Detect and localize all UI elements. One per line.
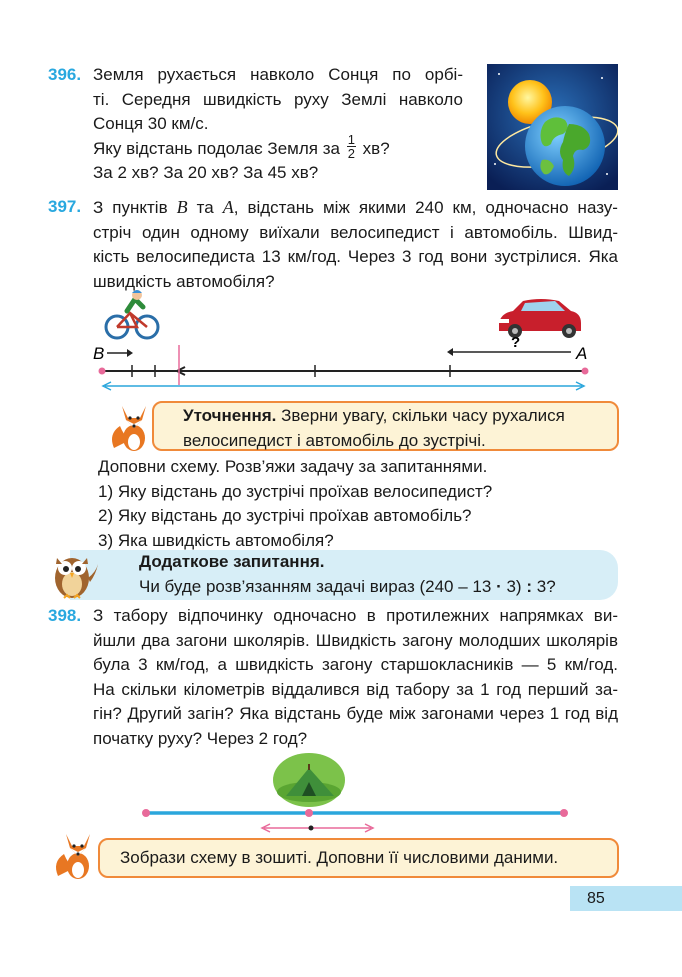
problem-397-number: 397.	[48, 197, 82, 216]
extra-question-title: Додаткове запитання.	[139, 552, 325, 571]
divide-sign: :	[526, 576, 532, 596]
problem-396-unit: хв?	[362, 138, 390, 158]
problem-397-line: швидкість автомобіля?	[93, 271, 275, 291]
problem-396-line: ті. Середня швидкість руху Землі навколо	[93, 89, 463, 109]
question-item: 1) Яку відстань до зустрічі проїхав велосипедист?	[98, 481, 493, 501]
text-fragment: 3)	[506, 576, 522, 596]
problem-396-line: Сонця 30 км/с.	[93, 114, 209, 133]
problem-398-line: йшли два загони школярів. Швидкість загону молодших школярів	[93, 630, 618, 650]
problem-396-question: Яку відстань подолає Земля за	[93, 138, 340, 158]
fox-mascot	[108, 398, 158, 454]
problem-398-number: 398.	[48, 606, 82, 625]
fox-icon	[108, 398, 158, 454]
clarification-title: Уточнення.	[183, 406, 277, 425]
question-item: 2) Яку відстань до зустрічі проїхав автомобіль?	[98, 506, 472, 525]
earth-sun-icon	[487, 64, 618, 190]
problem-398-line: початку руху? Через 2 год?	[93, 728, 308, 748]
fraction-denominator: 2	[347, 145, 355, 161]
problem-396-number: 396.	[48, 65, 82, 84]
fox-icon	[52, 826, 102, 882]
problem-396-line: За 2 хв? За 20 хв? За 45 хв?	[93, 163, 319, 182]
camp-tent-icon	[273, 753, 345, 807]
unknown-speed-mark: ?	[511, 334, 521, 351]
problem-397-line: стріч один одному виїхали велосипедист і автомобіль. Швид-	[93, 222, 618, 242]
text-fragment: 3?	[536, 576, 556, 596]
final-note-box	[98, 838, 619, 878]
fox-mascot	[52, 826, 102, 882]
point-a-label: A	[222, 197, 234, 217]
questions-intro: Доповни схему. Розв’яжи задачу за запитаннями.	[98, 457, 488, 476]
scheme-label-b: B	[93, 344, 105, 363]
problem-398-line: На скільки кілометрів віддалився від табору за 1 год перший за-	[93, 679, 618, 699]
fraction-numerator: 1	[347, 131, 355, 147]
problem-398-line: була 3 км/год, а швидкість загону старшокласників — 5 км/год.	[93, 655, 618, 674]
final-note-text: Зобрази схему в зошиті. Доповни її числовими даними.	[120, 848, 559, 867]
multiply-dot: ·	[496, 576, 502, 596]
camp-scheme	[140, 752, 570, 836]
clarification-box	[152, 401, 619, 451]
owl-icon	[48, 548, 100, 600]
problem-397-diagram	[85, 285, 605, 400]
problem-398-diagram	[140, 752, 570, 836]
problem-396-line: Земля рухається навколо Сонця по орбі-	[93, 65, 463, 84]
owl-mascot	[48, 548, 100, 600]
problem-397-text	[93, 195, 618, 294]
problem-396-line	[93, 131, 463, 162]
scheme-label-a: A	[576, 344, 588, 363]
problem-397-line: кість велосипедиста 13 км/год. Через 3 год вони зустрілися. Яка	[93, 247, 618, 266]
text-fragment: Чи буде розв’язанням задачі вираз (240 – 13	[139, 576, 492, 596]
extra-question-text	[139, 575, 618, 600]
guided-questions	[98, 455, 492, 553]
problem-398-line: З табору відпочинку одночасно в протилежних напрямках ви-	[93, 606, 618, 625]
car-icon	[499, 299, 581, 338]
motion-scheme	[85, 285, 605, 400]
page-number-bar	[570, 886, 682, 911]
problem-398-line: гін? Другий загін? Яка відстань буде між загонами через 1 год від	[93, 704, 618, 723]
point-b-label: B	[176, 197, 188, 217]
problem-397-line	[93, 195, 618, 221]
page-number: 85	[587, 890, 605, 907]
problem-396-text	[93, 63, 463, 186]
question-item: 3) Яка швидкість автомобіля?	[98, 530, 334, 550]
cyclist-icon	[106, 290, 158, 338]
fraction	[347, 133, 356, 160]
text-fragment: З пунктів	[93, 198, 168, 217]
extra-question-box	[70, 550, 618, 600]
problem-398-text	[93, 604, 618, 751]
earth-sun-illustration	[487, 64, 618, 190]
text-fragment: та	[196, 198, 214, 217]
text-fragment: , відстань між якими 240 км, одночасно назу-	[233, 198, 618, 217]
clarification-line: велосипедист і автомобіль до зустрічі.	[183, 430, 486, 450]
clarification-text: Зверни увагу, скільки часу рухалися	[281, 406, 565, 425]
clarification-line	[183, 404, 617, 429]
